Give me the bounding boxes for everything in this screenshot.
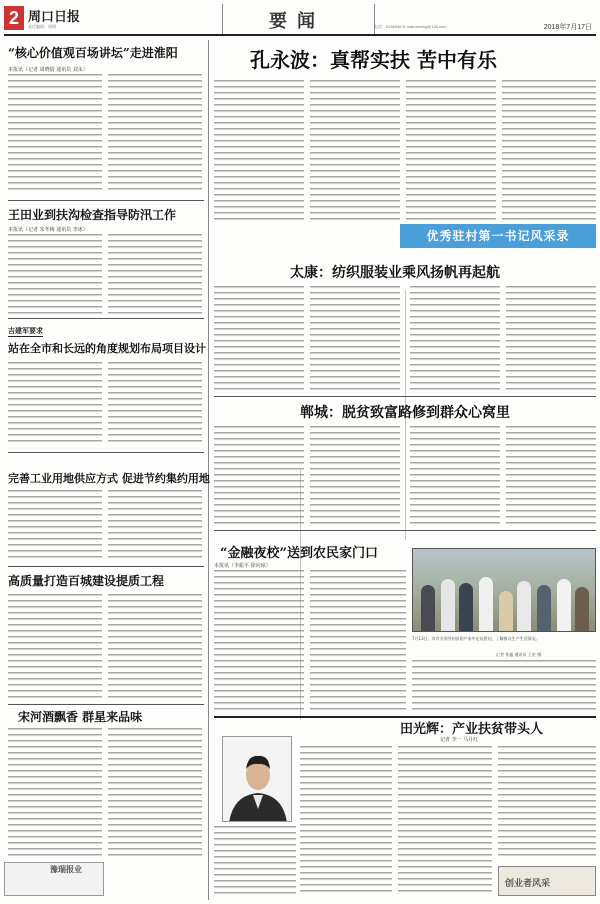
article-body <box>108 74 202 194</box>
article-body <box>310 80 400 220</box>
article-body <box>506 426 596 526</box>
person-figure <box>421 585 435 631</box>
masthead-contact: 电话：5156936 E-mail:zkrbhg@126.com <box>374 24 447 29</box>
person-figure <box>537 585 551 631</box>
byline-core-values: 本报讯（记者 周晓倩 通讯员 刘永） <box>8 67 88 73</box>
article-body <box>108 728 202 856</box>
person-figure <box>499 591 513 631</box>
headline-land-supply: 完善工业用地供应方式 促进节约集约用地 <box>8 472 210 485</box>
article-body <box>300 746 392 896</box>
article-divider <box>214 396 596 397</box>
article-body <box>410 286 500 392</box>
article-body <box>310 286 400 392</box>
article-body <box>506 286 596 392</box>
headline-tian-guanghui: 田光辉：产业扶贫带头人 <box>400 722 544 737</box>
article-body <box>214 426 304 526</box>
masthead <box>4 4 596 36</box>
article-body <box>108 594 202 698</box>
article-body <box>406 80 496 220</box>
portrait-figure <box>223 737 292 822</box>
article-divider <box>8 566 204 567</box>
ad-text: 豫瑞报业 <box>50 864 82 874</box>
person-figure <box>575 587 589 631</box>
paper-name: 周口日报 <box>28 10 81 25</box>
article-body <box>214 826 296 896</box>
article-body <box>8 728 102 856</box>
headline-city-construction: 高质量打造百城建设提质工程 <box>8 574 165 588</box>
person-figure <box>441 579 455 631</box>
article-body <box>214 570 304 712</box>
kicker-ji-jianjun: 吉建军要求 <box>8 327 43 335</box>
article-body <box>310 426 400 526</box>
article-body <box>502 80 596 220</box>
photo-credit: 记者 张猛 通讯员 王宏 摄 <box>496 652 542 657</box>
article-body <box>410 426 500 526</box>
person-figure <box>517 581 531 631</box>
byline-tian-guanghui: 记者 李一 马月红 <box>440 737 479 743</box>
masthead-divider <box>222 4 223 34</box>
headline-dancheng: 郸城：脱贫致富路修到群众心窝里 <box>300 405 510 421</box>
person-figure <box>459 583 473 631</box>
feature-banner: 优秀驻村第一书记风采录 <box>400 224 596 248</box>
article-body <box>108 490 202 560</box>
headline-flood-control: 王田业到扶沟检查指导防汛工作 <box>8 208 177 222</box>
article-divider <box>214 530 596 531</box>
article-divider <box>8 452 204 453</box>
issue-date: 2018年7月17日 <box>543 24 592 31</box>
article-body <box>8 362 102 446</box>
headline-taikang: 太康：纺织服装业乘风扬帆再起航 <box>290 265 500 281</box>
headline-songhe-liquor: 宋河酒飘香 群星来品味 <box>18 710 143 724</box>
article-divider <box>8 318 204 319</box>
headline-finance-school: “金融夜校”送到农民家门口 <box>220 546 378 561</box>
column-logo-text: 创业者风采 <box>505 879 551 889</box>
article-body <box>412 660 596 712</box>
page-number: 2 <box>4 6 24 30</box>
article-body <box>108 234 202 314</box>
photo-caption: 7月13日，市有关领导到贫困户家中走访慰问，了解群众生产生活情况。 <box>412 636 540 641</box>
byline-flood-control: 本报讯（记者 朱冬梅 通讯员 李冰） <box>8 227 88 233</box>
article-body <box>214 80 304 220</box>
article-body <box>310 570 406 712</box>
article-body <box>214 286 304 392</box>
section-title: 要闻 <box>269 11 325 32</box>
person-figure <box>557 579 571 631</box>
headline-project-layout: 站在全市和长远的角度规划布局项目设计 <box>8 342 206 355</box>
article-body <box>398 746 492 896</box>
headline-core-values: “核心价值观百场讲坛”走进淮阳 <box>8 46 178 60</box>
article-body <box>108 362 202 446</box>
article-body <box>8 74 102 194</box>
lead-headline: 孔永波：真帮实扶 苦中有乐 <box>250 48 497 72</box>
masthead-editor: 责任编辑：周翔 <box>28 24 56 29</box>
article-body <box>8 490 102 560</box>
news-photo <box>412 548 596 632</box>
article-body <box>8 234 102 314</box>
article-body <box>498 746 596 860</box>
article-divider <box>8 200 204 201</box>
portrait-photo <box>222 736 292 822</box>
article-divider <box>8 704 204 705</box>
article-body <box>8 594 102 698</box>
byline-finance-school: 本报讯（李振平 徐向琼） <box>214 563 271 569</box>
person-figure <box>479 577 493 631</box>
